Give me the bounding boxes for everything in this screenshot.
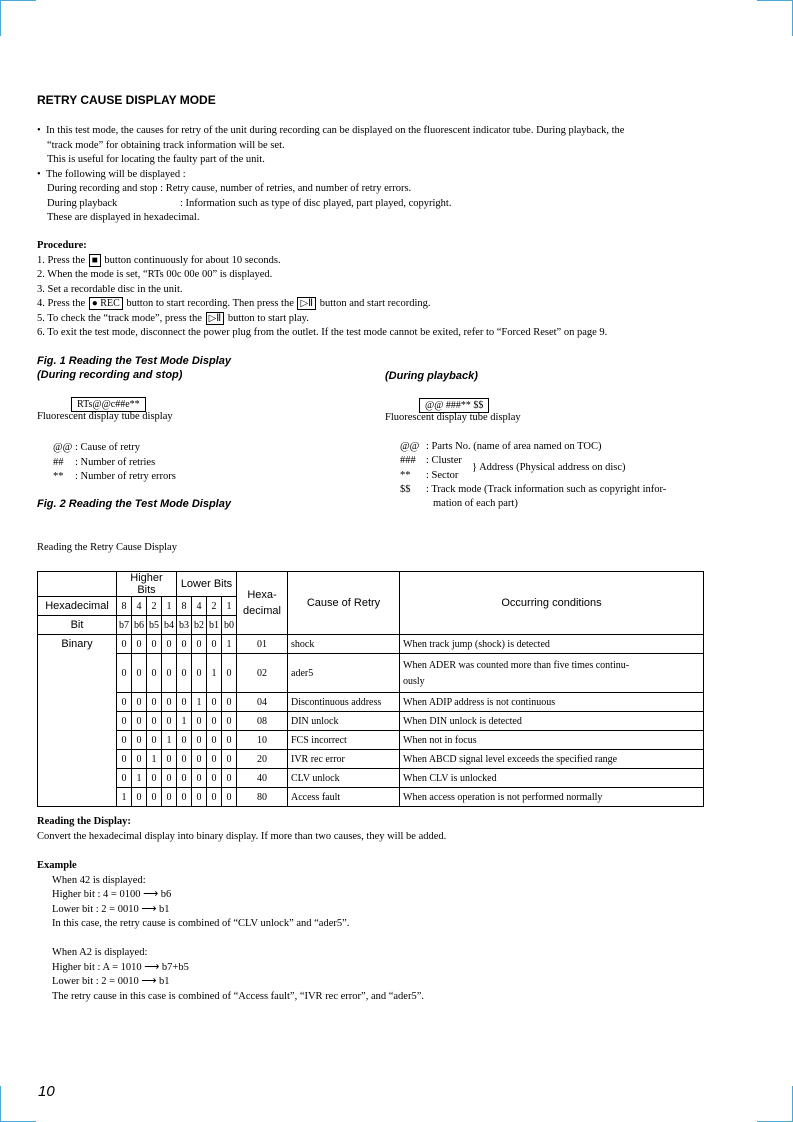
stop-button-icon: ■ bbox=[89, 254, 101, 267]
occurring-condition: When ABCD signal level exceeds the specified range bbox=[400, 750, 704, 769]
binary-bit: 0 bbox=[177, 731, 192, 750]
bit-weight: 2 bbox=[147, 597, 162, 616]
binary-label-cell bbox=[38, 750, 117, 769]
procedure-step-4: 4. Press the bbox=[37, 298, 86, 309]
binary-bit: 0 bbox=[162, 654, 177, 693]
table-row bbox=[38, 769, 704, 788]
binary-bit: 0 bbox=[162, 788, 177, 807]
legend-key: @@ bbox=[400, 441, 420, 452]
binary-bit: 0 bbox=[207, 788, 222, 807]
retry-cause: ader5 bbox=[288, 654, 400, 693]
binary-bit: 0 bbox=[117, 731, 132, 750]
legend-value: : Sector bbox=[426, 470, 459, 481]
binary-bit: 1 bbox=[147, 750, 162, 769]
binary-label-cell bbox=[38, 731, 117, 750]
example-line: Higher bit : 4 = 0100 ⟶ b6 bbox=[52, 889, 172, 900]
binary-bit: 0 bbox=[177, 788, 192, 807]
binary-bit: 0 bbox=[222, 693, 237, 712]
bit-label: Bit bbox=[38, 616, 117, 635]
intro-text: “track mode” for obtaining track information will be set. bbox=[47, 139, 285, 151]
binary-bit: 0 bbox=[147, 769, 162, 788]
binary-bit: 0 bbox=[192, 712, 207, 731]
binary-label-cell bbox=[38, 693, 117, 712]
binary-bit: 0 bbox=[117, 693, 132, 712]
binary-bit: 0 bbox=[192, 635, 207, 654]
fig1-subtitle-right: (During playback) bbox=[385, 370, 478, 382]
binary-bit: 0 bbox=[117, 635, 132, 654]
binary-bit: 0 bbox=[132, 693, 147, 712]
legend-value: : Track mode (Track information such as copyright infor- bbox=[426, 484, 667, 495]
binary-bit: 0 bbox=[162, 712, 177, 731]
binary-bit: 0 bbox=[207, 769, 222, 788]
retry-cause: Access fault bbox=[288, 788, 400, 807]
retry-cause-table bbox=[37, 571, 704, 807]
binary-bit: 0 bbox=[177, 635, 192, 654]
retry-cause: shock bbox=[288, 635, 400, 654]
procedure-step-5: 5. To check the “track mode”, press the bbox=[37, 312, 202, 324]
bit-name: b7 bbox=[117, 616, 132, 635]
binary-label-cell bbox=[38, 654, 117, 693]
legend-recording bbox=[53, 441, 176, 485]
fig2-caption: Reading the Retry Cause Display bbox=[37, 542, 177, 553]
example-line: Lower bit : 2 = 0010 ⟶ b1 bbox=[52, 903, 170, 915]
procedure-heading: Procedure: bbox=[37, 240, 87, 251]
bit-weight: 4 bbox=[132, 597, 147, 616]
binary-label-cell bbox=[38, 712, 117, 731]
bit-weight: 4 bbox=[192, 597, 207, 616]
legend-key: $$ bbox=[400, 484, 411, 495]
hexadecimal-label: Hexadecimal bbox=[38, 597, 117, 616]
legend-value: : Cause of retry bbox=[75, 442, 141, 453]
legend-playback bbox=[400, 441, 710, 516]
procedure-step-5-rest: button to start play. bbox=[227, 312, 309, 324]
occurring-condition bbox=[400, 654, 704, 693]
binary-bit: 0 bbox=[192, 654, 207, 693]
procedure-step-2: 2. When the mode is set, “RTs 00c 00e 00” is displayed. bbox=[37, 269, 273, 280]
bit-name: b0 bbox=[222, 616, 237, 635]
binary-bit: 0 bbox=[222, 769, 237, 788]
procedure-step-4-mid: button to start recording. Then press the bbox=[126, 298, 294, 309]
binary-bit: 0 bbox=[222, 750, 237, 769]
playback-label: During playback bbox=[47, 197, 118, 209]
higher-bits-header: Higher Bits bbox=[117, 572, 177, 597]
binary-label: Binary bbox=[38, 635, 117, 654]
binary-bit: 0 bbox=[222, 788, 237, 807]
binary-bit: 0 bbox=[132, 788, 147, 807]
binary-bit: 1 bbox=[177, 712, 192, 731]
table-row bbox=[38, 693, 704, 712]
binary-bit: 0 bbox=[177, 750, 192, 769]
occurring-condition: When DIN unlock is detected bbox=[400, 712, 704, 731]
address-brace-note: } Address (Physical address on disc) bbox=[472, 462, 626, 473]
binary-bit: 0 bbox=[192, 731, 207, 750]
occurring-condition: When ADIP address is not continuous bbox=[400, 693, 704, 712]
table-row bbox=[38, 635, 704, 654]
bit-name: b2 bbox=[192, 616, 207, 635]
occurring-condition: When CLV is unlocked bbox=[400, 769, 704, 788]
legend-key: ** bbox=[53, 471, 64, 482]
binary-bit: 0 bbox=[132, 712, 147, 731]
binary-bit: 0 bbox=[147, 693, 162, 712]
hex-value: 20 bbox=[237, 750, 288, 769]
bit-name: b1 bbox=[207, 616, 222, 635]
binary-bit: 1 bbox=[192, 693, 207, 712]
binary-bit: 0 bbox=[147, 712, 162, 731]
hex-value: 01 bbox=[237, 635, 288, 654]
reading-section bbox=[37, 815, 446, 844]
hex-value: 04 bbox=[237, 693, 288, 712]
table-row bbox=[38, 788, 704, 807]
binary-bit: 0 bbox=[147, 635, 162, 654]
bullet: • bbox=[37, 168, 41, 180]
example-line: Lower bit : 2 = 0010 ⟶ b1 bbox=[52, 976, 170, 987]
legend-value: : Number of retries bbox=[75, 456, 156, 468]
recording-label: During recording and stop : bbox=[47, 183, 164, 194]
legend-value: : Cluster bbox=[426, 455, 462, 466]
intro-section bbox=[37, 124, 624, 226]
procedure-section bbox=[37, 239, 607, 341]
bit-name: b4 bbox=[162, 616, 177, 635]
bit-weight: 8 bbox=[117, 597, 132, 616]
binary-bit: 0 bbox=[222, 731, 237, 750]
lower-bits-header: Lower Bits bbox=[177, 572, 237, 597]
hex-value: 80 bbox=[237, 788, 288, 807]
page-title: RETRY CAUSE DISPLAY MODE bbox=[37, 93, 216, 107]
binary-bit: 0 bbox=[117, 654, 132, 693]
hex-value: 02 bbox=[237, 654, 288, 693]
page-number: 10 bbox=[38, 1083, 55, 1100]
table-row bbox=[38, 731, 704, 750]
binary-bit: 0 bbox=[132, 635, 147, 654]
table-row bbox=[38, 712, 704, 731]
binary-bit: 0 bbox=[192, 769, 207, 788]
conditions-header: Occurring conditions bbox=[400, 572, 704, 635]
binary-label-cell bbox=[38, 788, 117, 807]
binary-bit: 0 bbox=[132, 750, 147, 769]
example-line: In this case, the retry cause is combined of “CLV unlock” and “ader5”. bbox=[52, 918, 350, 929]
retry-cause: CLV unlock bbox=[288, 769, 400, 788]
binary-bit: 1 bbox=[117, 788, 132, 807]
display-caption-right: Fluorescent display tube display bbox=[385, 412, 521, 423]
binary-bit: 0 bbox=[162, 769, 177, 788]
procedure-step-3: 3. Set a recordable disc in the unit. bbox=[37, 283, 183, 295]
retry-cause: Discontinuous address bbox=[288, 693, 400, 712]
procedure-step-1: 1. Press the bbox=[37, 254, 86, 266]
fig1-title: Fig. 1 Reading the Test Mode Display bbox=[37, 355, 231, 367]
legend-value: : Number of retry errors bbox=[75, 471, 176, 482]
reading-text: Convert the hexadecimal display into binary display. If more than two causes, they will be added. bbox=[37, 830, 447, 842]
binary-bit: 0 bbox=[207, 635, 222, 654]
table-row bbox=[38, 654, 704, 693]
binary-bit: 0 bbox=[177, 769, 192, 788]
occurring-condition: When not in focus bbox=[400, 731, 704, 750]
bit-weight: 1 bbox=[222, 597, 237, 616]
occurring-condition: When access operation is not performed normally bbox=[400, 788, 704, 807]
binary-bit: 1 bbox=[132, 769, 147, 788]
recording-desc: Retry cause, number of retries, and number of retry errors. bbox=[165, 183, 412, 194]
binary-bit: 0 bbox=[207, 693, 222, 712]
binary-bit: 0 bbox=[207, 731, 222, 750]
binary-bit: 0 bbox=[207, 750, 222, 769]
binary-bit: 0 bbox=[192, 788, 207, 807]
bit-weight: 8 bbox=[177, 597, 192, 616]
bit-name: b5 bbox=[147, 616, 162, 635]
legend-key: ## bbox=[53, 456, 64, 468]
binary-bit: 0 bbox=[132, 731, 147, 750]
hex-value: 40 bbox=[237, 769, 288, 788]
bit-name: b6 bbox=[132, 616, 147, 635]
table-body bbox=[38, 635, 704, 807]
rec-button-icon: ● REC bbox=[89, 297, 123, 310]
binary-bit: 0 bbox=[117, 750, 132, 769]
occurring-condition: When track jump (shock) is detected bbox=[400, 635, 704, 654]
binary-bit: 1 bbox=[207, 654, 222, 693]
binary-bit: 0 bbox=[162, 635, 177, 654]
binary-bit: 0 bbox=[117, 712, 132, 731]
binary-bit: 0 bbox=[162, 693, 177, 712]
bit-name: b3 bbox=[177, 616, 192, 635]
cause-header: Cause of Retry bbox=[288, 572, 400, 635]
example-line: When A2 is displayed: bbox=[52, 947, 148, 958]
fig2-title: Fig. 2 Reading the Test Mode Display bbox=[37, 498, 231, 510]
reading-heading: Reading the Display: bbox=[37, 816, 131, 827]
binary-bit: 0 bbox=[222, 712, 237, 731]
legend-value: : Parts No. (name of area named on TOC) bbox=[426, 441, 602, 452]
example-heading: Example bbox=[37, 860, 77, 871]
intro-text: This is useful for locating the faulty part of the unit. bbox=[47, 154, 265, 165]
hexa-label-2: decimal bbox=[243, 605, 281, 617]
legend-key: @@ bbox=[53, 442, 73, 453]
crop-mark-tr-h bbox=[757, 0, 793, 1]
binary-bit: 0 bbox=[222, 654, 237, 693]
binary-bit: 1 bbox=[162, 731, 177, 750]
legend-key: ### bbox=[400, 455, 416, 466]
procedure-step-4-rest: button and start recording. bbox=[319, 298, 431, 309]
display-recording: RTs@@c##e** bbox=[71, 397, 146, 412]
example-line: The retry cause in this case is combined of “Access fault”, “IVR rec error”, and “ader5”. bbox=[52, 990, 424, 1002]
display-caption-left: Fluorescent display tube display bbox=[37, 411, 173, 422]
bullet: • bbox=[37, 125, 41, 136]
legend-key: ** bbox=[400, 470, 411, 481]
retry-cause: DIN unlock bbox=[288, 712, 400, 731]
play-pause-button-icon: ▷Ⅱ bbox=[206, 312, 225, 325]
binary-bit: 0 bbox=[162, 750, 177, 769]
display-playback: @@ ###** $$ bbox=[419, 398, 489, 413]
binary-label-cell bbox=[38, 769, 117, 788]
binary-bit: 0 bbox=[177, 693, 192, 712]
condition-line: When ADER was counted more than five times continu- bbox=[403, 659, 630, 671]
hex-value: 08 bbox=[237, 712, 288, 731]
bit-weight: 2 bbox=[207, 597, 222, 616]
intro-text: The following will be displayed : bbox=[45, 168, 186, 180]
binary-bit: 1 bbox=[222, 635, 237, 654]
fig1-subtitle-left: (During recording and stop) bbox=[37, 369, 183, 381]
example-line: Higher bit : A = 1010 ⟶ b7+b5 bbox=[52, 961, 189, 973]
legend-value: mation of each part) bbox=[433, 498, 518, 509]
table-corner bbox=[38, 572, 117, 597]
playback-desc: : Information such as type of disc played, part played, copyright. bbox=[180, 197, 452, 209]
retry-cause: FCS incorrect bbox=[288, 731, 400, 750]
retry-cause: IVR rec error bbox=[288, 750, 400, 769]
binary-bit: 0 bbox=[207, 712, 222, 731]
procedure-step-6: 6. To exit the test mode, disconnect the power plug from the outlet. If the test mode cannot be exited, refer to “Forced Reset” on page 9. bbox=[37, 327, 608, 338]
example-line: When 42 is displayed: bbox=[52, 874, 146, 886]
procedure-step-1-rest: button continuously for about 10 seconds. bbox=[104, 254, 281, 266]
binary-bit: 0 bbox=[117, 769, 132, 788]
binary-bit: 0 bbox=[132, 654, 147, 693]
binary-bit: 0 bbox=[147, 654, 162, 693]
condition-line: ously bbox=[403, 675, 425, 687]
binary-bit: 0 bbox=[147, 731, 162, 750]
intro-text: In this test mode, the causes for retry of the unit during recording can be displayed on the fluorescent indicator tube. During playback, the bbox=[45, 125, 625, 136]
binary-bit: 0 bbox=[192, 750, 207, 769]
bit-weight: 1 bbox=[162, 597, 177, 616]
crop-mark-bl-v bbox=[0, 1086, 1, 1122]
hex-value: 10 bbox=[237, 731, 288, 750]
intro-text: These are displayed in hexadecimal. bbox=[47, 212, 200, 223]
play-pause-button-icon: ▷Ⅱ bbox=[297, 297, 316, 310]
hexa-label-1: Hexa- bbox=[247, 589, 277, 601]
table-row bbox=[38, 750, 704, 769]
crop-mark-tl-h bbox=[0, 0, 36, 1]
example-section bbox=[37, 859, 424, 1004]
hexadecimal-header bbox=[237, 572, 288, 635]
binary-bit: 0 bbox=[177, 654, 192, 693]
binary-bit: 0 bbox=[147, 788, 162, 807]
crop-mark-tl-v bbox=[0, 0, 1, 36]
